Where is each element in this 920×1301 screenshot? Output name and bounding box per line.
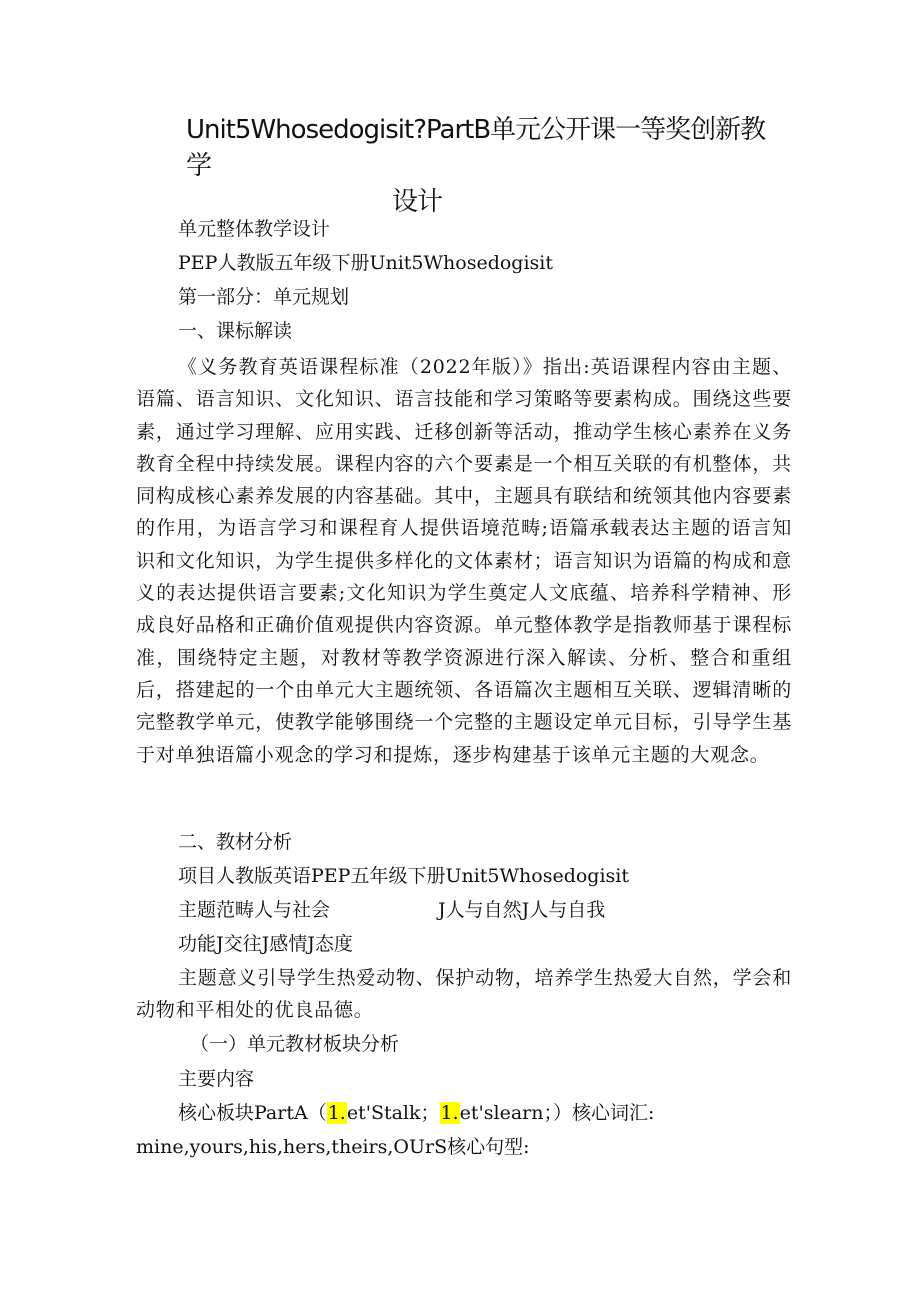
title-line-2: 设计 [392, 187, 443, 217]
heading-part-one: 第一部分：单元规划 [178, 286, 350, 308]
paragraph-standard: 《义务教育英语课程标准（2022年版）》指出:英语课程内容由主题、语篇、语言知识、文化知识、语言技能和学习策略等要素构成。围绕这些要素，通过学习理解、应用实践、迁移创新等活动，推动学生核心素养在义务教育全程中持续发展。课程内容的六个要素是一个相互关联的有机整体，共同构成核心素养发展的内容基础。其中，主题具有联结和统领其他内容要素的作用，为语言学习和课程育人提供语境范畴;语篇承载表达主题的语言知识和文化知识，为学生提供多样化的文体素材；语言知识为语篇的构成和意义的表达提供语言要素;文化知识为学生奠定人文底蕴、培养科学精神、形成良好品格和正确价值观提供内容资源。单元整体教学是指教师基于课程标准，围绕特定主题，对教材等教学资源进行深入解读、分析、整合和重组后，搭建起的一个由单元大主题统领、各语篇次主题相互关联、逻辑清晰的完整教学单元，使教学能够围绕一个完整的主题设定单元目标，引导学生基于对单独语篇小观念的学习和提炼，逐步构建基于该单元主题的大观念。 [136, 356, 792, 766]
core-module-line [178, 1101, 654, 1125]
row-function: 功能J交往J感情J态度 [178, 933, 353, 955]
heading-unit-design: 单元整体教学设计 [178, 218, 331, 240]
row-theme-label: 主题范畴人与社会 [178, 899, 331, 921]
row-project: 项目人教版英语PEP五年级下册Unit5Whosedogisit [178, 865, 629, 887]
highlight-2: 1. [440, 1102, 459, 1124]
paragraph-theme-meaning: 主题意义引导学生热爱动物、保护动物，培养学生热爱大自然，学会和动物和平相处的优良品德。 [136, 967, 792, 1022]
document-title [186, 112, 786, 220]
heading-section-one: 一、课标解读 [178, 320, 293, 342]
core-module-text-b: et'Stalk； [346, 1102, 440, 1124]
heading-section-two: 二、教材分析 [178, 831, 293, 853]
highlight-1: 1. [327, 1102, 346, 1124]
core-vocabulary-line: mine,yours,his,hers,theirs,OUrS核心句型: [136, 1136, 530, 1158]
heading-book: PEP人教版五年级下册Unit5Whosedogisit [178, 252, 553, 274]
heading-main-content: 主要内容 [178, 1068, 255, 1090]
core-module-text-a: 核心板块PartA（ [178, 1102, 327, 1124]
core-module-text-c: et'slearn；）核心词汇: [459, 1102, 655, 1124]
heading-sub-one: （一）单元教材板块分析 [190, 1033, 400, 1055]
title-line-1: Unit5Whosedogisit?PartB单元公开课一等奖创新教学 [186, 115, 766, 181]
row-theme-options: J人与自然J人与自我 [438, 899, 606, 921]
